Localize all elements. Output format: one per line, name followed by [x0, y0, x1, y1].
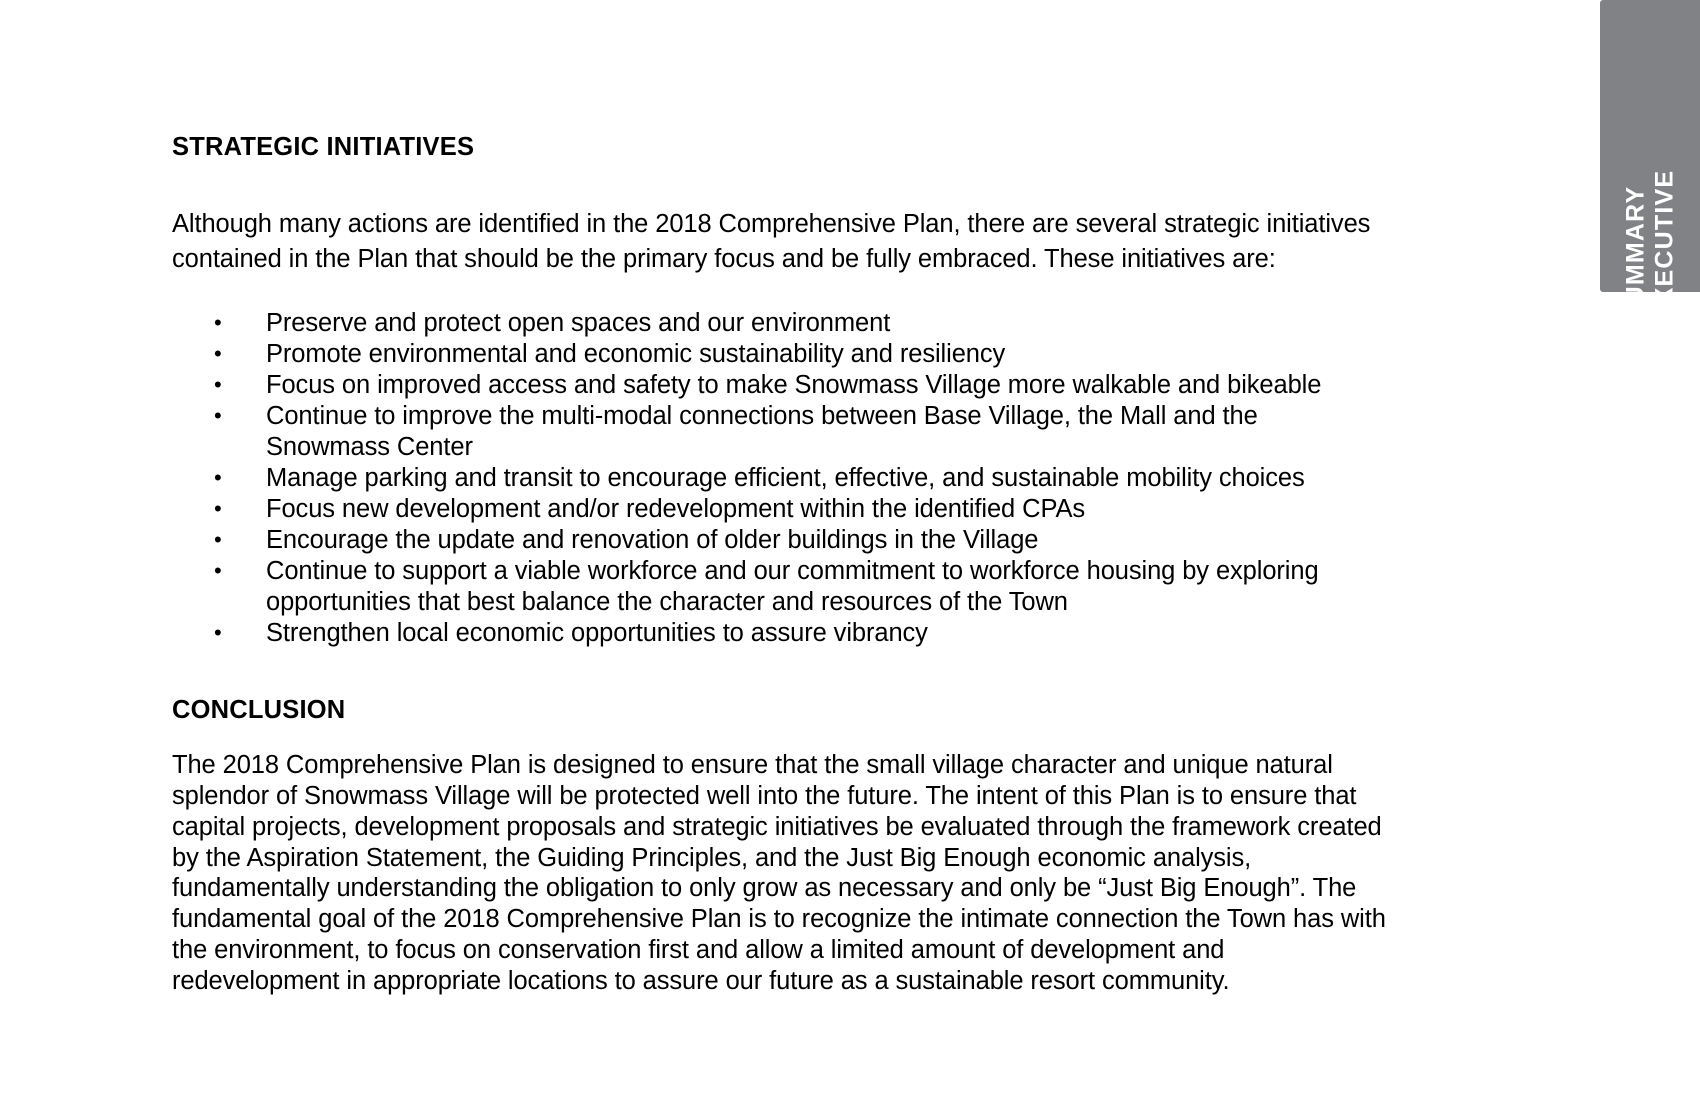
list-item [172, 618, 1387, 649]
list-item [172, 339, 1387, 370]
list-item-label: Focus new development and/or redevelopment within the identified CPAs [266, 494, 1086, 523]
paragraph-conclusion: The 2018 Comprehensive Plan is designed to ensure that the small village character and unique natural splendor of Snowmass Village will be protected well into the future. The intent of this Plan is to ensure that capital projects, development proposals and strategic initiatives be evaluated through the framework created by the Aspiration Statement, the Guiding Principles, and the Just Big Enough economic analysis, fundamentally understanding the obligation to only grow as necessary and only be “Just Big Enough”. The fundamental goal of the 2018 Comprehensive Plan is to recognize the intimate connection the Town has with the environment, to focus on conservation first and allow a limited amount of development and redevelopment in appropriate locations to assure our future as a sustainable resort community. [172, 751, 1386, 995]
list-item-label: Preserve and protect open spaces and our environment [266, 308, 891, 337]
list-item-label: Promote environmental and economic sustainability and resiliency [266, 339, 1006, 368]
list-item [172, 556, 1387, 618]
list-item [172, 463, 1387, 494]
bullet-icon: • [214, 402, 222, 428]
document-content [172, 132, 1387, 997]
list-item-label: Continue to support a viable workforce and our commitment to workforce housing by exploring opportunities that best balance the character and resources of the Town [266, 556, 1319, 616]
list-item [172, 494, 1387, 525]
bullet-icon: • [214, 309, 222, 335]
list-item-label: Strengthen local economic opportunities to assure vibrancy [266, 618, 928, 647]
list-item [172, 401, 1387, 463]
bullet-icon: • [214, 557, 222, 583]
section-tab-executive-summary [1600, 0, 1700, 323]
heading-strategic-initiatives: STRATEGIC INITIATIVES [172, 133, 475, 161]
list-item-label: Continue to improve the multi-modal connections between Base Village, the Mall and the Snowmass Center [266, 401, 1258, 461]
section-tab-text [1622, 170, 1678, 323]
bullet-icon: • [214, 619, 222, 645]
list-item [172, 525, 1387, 556]
list-item-label: Manage parking and transit to encourage efficient, effective, and sustainable mobility choices [266, 463, 1305, 492]
bullet-icon: • [214, 495, 222, 521]
list-item-label: Encourage the update and renovation of older buildings in the Village [266, 525, 1039, 554]
bullet-icon: • [214, 371, 222, 397]
heading-conclusion: CONCLUSION [172, 695, 346, 724]
section-tab-line-1: EXECUTIVE [1650, 169, 1678, 323]
section-tab-line-2: SUMMARY [1621, 185, 1649, 323]
paragraph-strategic-initiatives-intro: Although many actions are identified in the 2018 Comprehensive Plan, there are several strategic initiatives contained in the Plan that should be the primary focus and be fully embraced. These initiatives are: [172, 209, 1371, 273]
section-tab-label-wrapper [1600, 0, 1700, 323]
bullet-icon: • [214, 526, 222, 552]
list-strategic-initiatives [172, 308, 1387, 649]
bullet-icon: • [214, 340, 222, 366]
bullet-icon: • [214, 464, 222, 490]
list-item-label: Focus on improved access and safety to make Snowmass Village more walkable and bikeable [266, 370, 1322, 399]
list-item [172, 370, 1387, 401]
list-item [172, 308, 1387, 339]
